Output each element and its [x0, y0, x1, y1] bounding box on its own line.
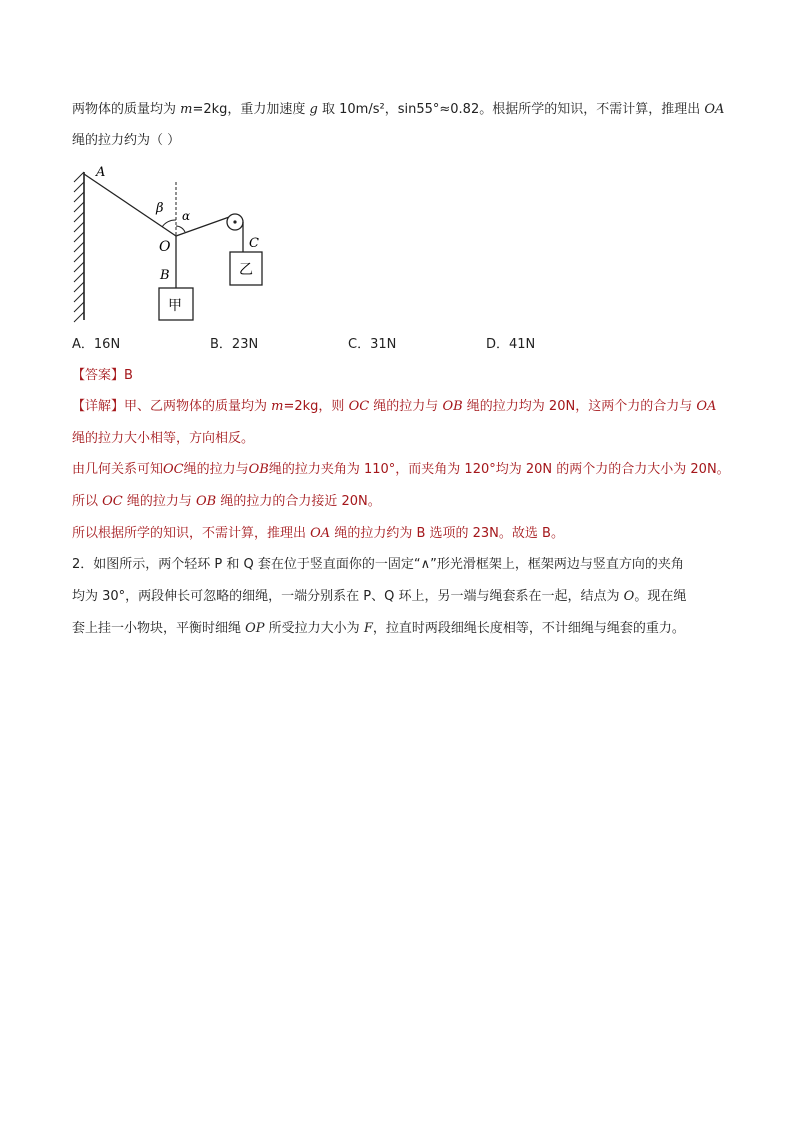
var-ob: OB [442, 399, 463, 414]
text: 。现在绳 [634, 589, 687, 604]
option-letter: C． [348, 337, 371, 352]
label-a: A [96, 165, 106, 180]
text: 绳的拉力与 [369, 399, 443, 414]
text: =2kg，则 [283, 399, 349, 414]
text: 均为 30°，两段伸长可忽略的细绳，一端分别系在 P、Q 环上，另一端与绳套系在一起，结点为 [72, 589, 624, 604]
text: 所以根据所学的知识，不需计算，推理出 [72, 526, 311, 541]
detail-label: 【详解】 [72, 399, 125, 414]
detail-line1 [72, 398, 716, 416]
answer-line [72, 367, 133, 385]
var-oc: OC [348, 399, 370, 414]
label-yi: 乙 [239, 262, 253, 278]
text: 绳的拉力与 [183, 462, 249, 477]
option-value: 31N [370, 337, 397, 352]
label-beta: β [156, 201, 164, 216]
option-a[interactable] [72, 336, 120, 354]
option-value: 23N [231, 337, 259, 352]
answer-label: 【答案】 [72, 368, 125, 383]
label-jia: 甲 [168, 298, 182, 314]
q2-line1: 2．如图所示，两个轻环 P 和 Q 套在位于竖直面你的一固定“∧”形光滑框架上，框架两边与竖直方向的夹角 [72, 557, 684, 572]
text: 甲、乙两物体的质量均为 [124, 399, 272, 414]
option-b[interactable] [210, 336, 258, 354]
option-letter: D． [486, 337, 510, 352]
text: 绳的拉力均为 20N，这两个力的合力与 [462, 399, 697, 414]
q1-stem-line2: 绳的拉力约为（ ） [72, 133, 181, 148]
var-oa: OA [310, 526, 331, 541]
answer-value: B [124, 368, 133, 383]
var-oa: OA [704, 102, 725, 117]
angle-beta-arc [162, 220, 176, 227]
detail-line5 [72, 525, 564, 543]
text: 绳的拉力约为 B 选项的 23N。故选 B。 [330, 526, 564, 541]
pulley [227, 214, 243, 230]
angle-alpha-arc [176, 226, 185, 232]
option-value: 41N [509, 337, 536, 352]
var-oa: OA [696, 399, 717, 414]
text: 绳的拉力夹角为 110°，而夹角为 120°均为 20N 的两个力的合力大小为 20N。 [268, 462, 730, 477]
physics-figure [64, 160, 304, 326]
var-op: OP [245, 621, 265, 636]
option-d[interactable] [486, 336, 535, 354]
text: =2kg，重力加速度 [192, 102, 310, 117]
text: 由几何关系可知 [72, 462, 164, 477]
q2-line2 [72, 588, 686, 606]
q2-line3 [72, 620, 685, 638]
var-ob: OB [248, 462, 269, 477]
text: 所以 [72, 494, 103, 509]
label-b: B [160, 268, 170, 283]
var-m: m [180, 102, 193, 117]
q1-stem-line1 [72, 101, 724, 119]
var-oc: OC [163, 462, 184, 477]
option-letter: B． [210, 337, 232, 352]
var-m: m [271, 399, 284, 414]
var-o: O [623, 589, 635, 604]
text: ，拉直时两段细绳长度相等，不计细绳与绳套的重力。 [372, 621, 685, 636]
detail-line4 [72, 493, 381, 511]
detail-line2: 绳的拉力大小相等，方向相反。 [72, 431, 255, 446]
option-c[interactable] [348, 336, 396, 354]
var-g: g [309, 102, 318, 117]
label-alpha: α [182, 209, 191, 223]
var-ob: OB [196, 494, 217, 509]
option-value: 16N [93, 337, 121, 352]
label-c: C [249, 236, 259, 251]
text: 取 10m/s²，sin55°≈0.82。根据所学的知识，不需计算，推理出 [317, 102, 705, 117]
detail-line3 [72, 461, 730, 479]
text: 套上挂一小物块，平衡时细绳 [72, 621, 246, 636]
text: 绳的拉力与 [122, 494, 197, 509]
label-o: O [159, 239, 171, 255]
text: 两物体的质量均为 [72, 102, 181, 117]
option-letter: A． [72, 337, 94, 352]
text: 绳的拉力的合力接近 20N。 [216, 494, 381, 509]
wall [74, 172, 84, 322]
text: 所受拉力大小为 [264, 621, 364, 636]
var-oc: OC [102, 494, 123, 509]
var-f: F [363, 621, 373, 636]
